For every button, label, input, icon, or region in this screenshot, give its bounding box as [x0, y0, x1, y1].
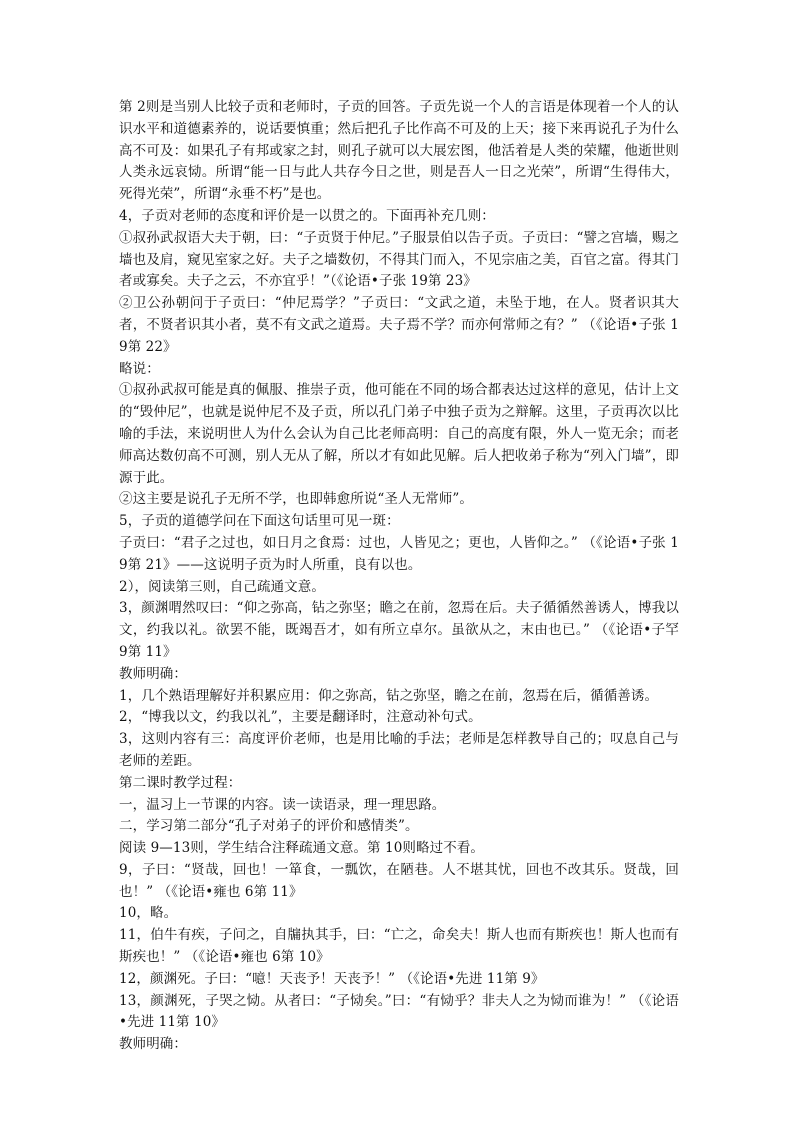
- paragraph: 第 2则是当别人比较子贡和老师时，子贡的回答。子贡先说一个人的言语是体现着一个人的认识水平和道德素养的，说话要慎重；然后把孔子比作高不可及的上天；接下来再说孔子为什么高不可及：如果孔子有邦或家之封，则孔子就可以大展宏图，他活着是人类的荣耀，他逝世则人类永远哀恸。所谓“能一日与此人共存今日之世，则是吾人一日之光荣”，所谓“生得伟大，死得光荣”，所谓“永垂不朽”是也。: [119, 99, 679, 203]
- document-page: [119, 97, 679, 1056]
- paragraph: 10，略。: [119, 905, 178, 922]
- paragraph: ②卫公孙朝问于子贡曰：“仲尼焉学？”子贡曰：“文武之道，未坠于地，在人。贤者识其大者，不贤者识其小者，莫不有文武之道焉。夫子焉不学？而亦何常师之有？” （《论语•子张 19第 22》: [119, 295, 679, 355]
- paragraph: 9，子曰：“贤哉，回也！一箪食，一瓢饮，在陋巷。人不堪其忧，回也不改其乐。贤哉，回也！” （《论语•雍也 6第 11》: [119, 861, 679, 900]
- paragraph: 13，颜渊死，子哭之恸。从者曰：“子恸矣。”曰：“有恸乎？非夫人之为恸而谁为！” （《论语•先进 11第 10》: [119, 992, 679, 1031]
- paragraph: 教师明确：: [119, 1036, 187, 1053]
- paragraph: 5，子贡的道德学问在下面这句话里可见一斑：: [119, 513, 400, 530]
- paragraph: 11，伯牛有疾，子问之，自牖执其手，曰：“亡之，命矣夫！斯人也而有斯疾也！斯人也而有斯疾也！” （《论语•雍也 6第 10》: [119, 927, 679, 966]
- paragraph: 教师明确：: [119, 665, 187, 682]
- paragraph: 二，学习第二部分“孔子对弟子的评价和感情类”。: [119, 818, 419, 835]
- paragraph: 子贡曰：“君子之过也，如日月之食焉：过也，人皆见之；更也，人皆仰之。” （《论语•子张 19第 21》——这说明子贡为时人所重，良有以也。: [119, 534, 679, 573]
- paragraph: ①叔孙武叔语大夫于朝，曰：“子贡贤于仲尼。”子服景伯以告子贡。子贡曰：“譬之宫墙，赐之墙也及肩，窥见室家之好。夫子之墙数仞，不得其门而入，不见宗庙之美，百官之富。得其门者或寡矣。夫子之云，不亦宜乎！”（《论语•子张 19第 23》: [119, 229, 679, 290]
- paragraph: 一，温习上一节课的内容。读一读语录，理一理思路。: [119, 796, 446, 813]
- paragraph: 1，几个熟语理解好并积累应用：仰之弥高，钻之弥坚，瞻之在前，忽焉在后，循循善诱。: [119, 687, 659, 704]
- paragraph: 3，这则内容有三：高度评价老师，也是用比喻的手法；老师是怎样教导自己的；叹息自己与老师的差距。: [119, 731, 679, 769]
- paragraph: ②这主要是说孔子无所不学，也即韩愈所说“圣人无常师”。: [119, 491, 474, 508]
- paragraph: ①叔孙武叔可能是真的佩服、推崇子贡，他可能在不同的场合都表达过这样的意见，估计上文的“毁仲尼”，也就是说仲尼不及子贡，所以孔门弟子中独子贡为之辩解。这里，子贡再次以比喻的手法，来说明世人为什么会认为自己比老师高明：自己的高度有限，外人一览无余；而老师高达数仞高不可测，别人无从了解，所以才有如此见解。后人把收弟子称为“列入门墙”，即源于此。: [119, 382, 679, 486]
- paragraph: 4，子贡对老师的态度和评价是一以贯之的。下面再补充几则：: [119, 207, 495, 224]
- paragraph: 2），阅读第三则，自己疏通文意。: [119, 578, 325, 595]
- paragraph: 阅读 9—13则，学生结合注释疏通文意。第 10则略过不看。: [119, 840, 485, 857]
- paragraph: 2，“博我以文，约我以礼”，主要是翻译时，注意动补句式。: [119, 709, 482, 726]
- paragraph: 3，颜渊喟然叹曰：“仰之弥高，钻之弥坚；瞻之在前，忽焉在后。夫子循循然善诱人，博我以文，约我以礼。欲罢不能，既竭吾才，如有所立卓尔。虽欲从之，末由也已。” （《论语•子罕 9第 11》: [119, 600, 679, 660]
- paragraph: 12，颜渊死。子曰：“噫！天丧予！天丧予！” （《论语•先进 11第 9》: [119, 970, 545, 987]
- paragraph: 略说：: [119, 360, 160, 377]
- paragraph: 第二课时教学过程：: [119, 774, 242, 791]
